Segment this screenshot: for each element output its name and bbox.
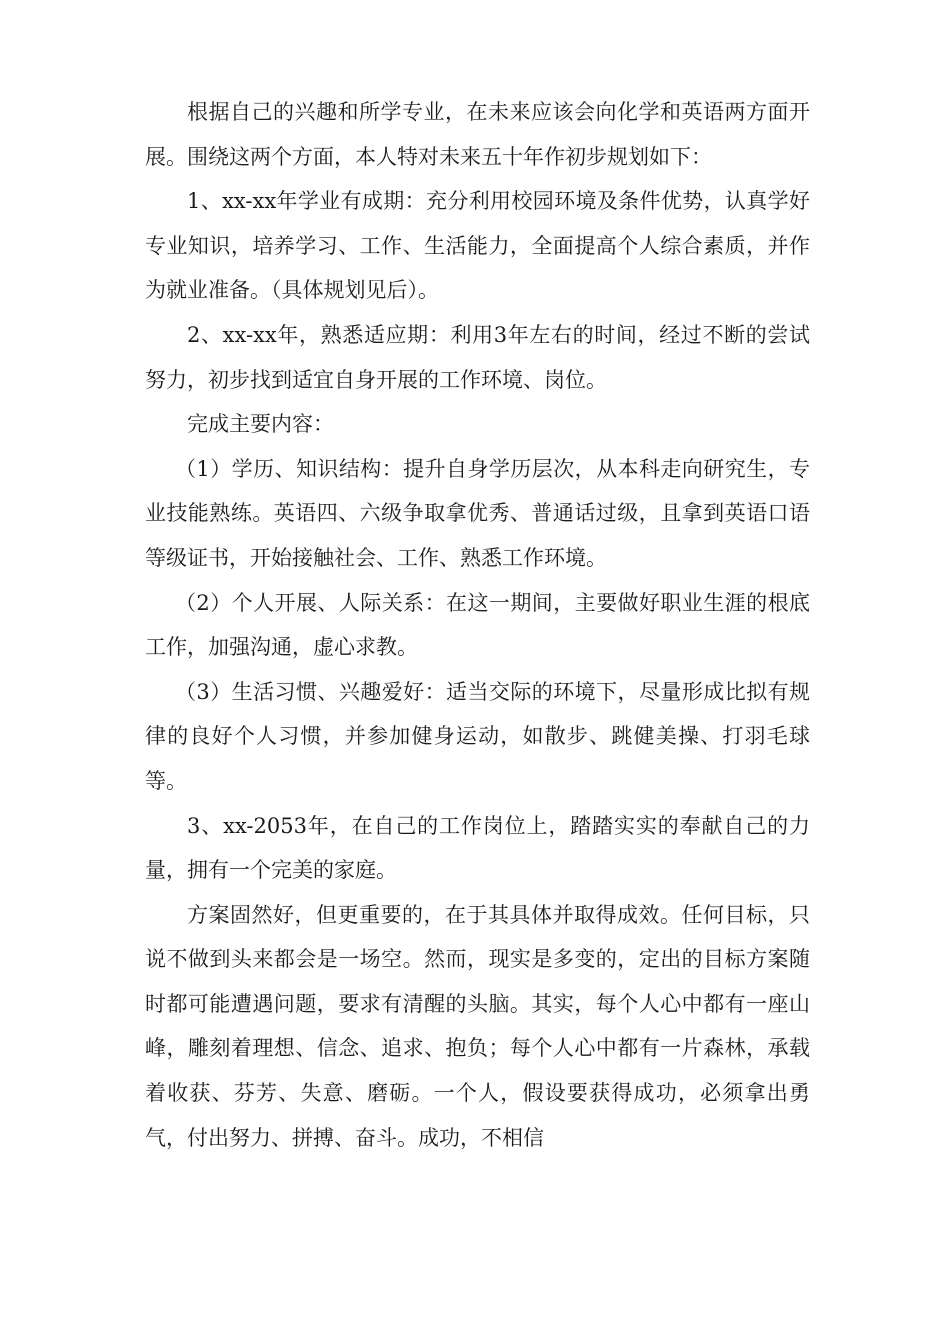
plan-stage-1-paragraph: 1、xx-xx年学业有成期：充分利用校园环境及条件优势，认真学好专业知识，培养学习、工作、生活能力，全面提高个人综合素质，并作为就业准备。（具体规划见后）。 — [145, 189, 810, 303]
closing-paragraph: 方案固然好，但更重要的，在于其具体并取得成效。任何目标，只说不做到头来都会是一场空。然而，现实是多变的，定出的目标方案随时都可能遭遇问题，要求有清醒的头脑。其实，每个人心中都有一座山峰，雕刻着理想、信念、追求、抱负；每个人心中都有一片森林，承载着收获、芬芳、失意、磨砺。一个人，假设要获得成功，必须拿出勇气，付出努力、拼搏、奋斗。成功，不相信 — [145, 902, 810, 1150]
content-item-1-paragraph: （1）学历、知识结构：提升自身学历层次，从本科走向研究生，专业技能熟练。英语四、六级争取拿优秀、普通话过级，且拿到英语口语等级证书，开始接触社会、工作、熟悉工作环境。 — [145, 456, 810, 570]
plan-stage-2-paragraph: 2、xx-xx年，熟悉适应期：利用3年左右的时间，经过不断的尝试努力，初步找到适宜自身开展的工作环境、岗位。 — [145, 322, 810, 392]
main-content-heading: 完成主要内容： — [187, 412, 334, 437]
content-item-3-paragraph: （3）生活习惯、兴趣爱好：适当交际的环境下，尽量形成比拟有规律的良好个人习惯，并参加健身运动，如散步、跳健美操、打羽毛球等。 — [145, 679, 810, 793]
content-item-2-paragraph: （2）个人开展、人际关系：在这一期间，主要做好职业生涯的根底工作，加强沟通，虚心求教。 — [145, 590, 810, 660]
document-body — [145, 90, 810, 1160]
intro-paragraph: 根据自己的兴趣和所学专业，在未来应该会向化学和英语两方面开展。围绕这两个方面，本人特对未来五十年作初步规划如下： — [145, 100, 810, 169]
plan-stage-3-paragraph: 3、xx-2053年，在自己的工作岗位上，踏踏实实的奉献自己的力量，拥有一个完美的家庭。 — [145, 813, 810, 883]
